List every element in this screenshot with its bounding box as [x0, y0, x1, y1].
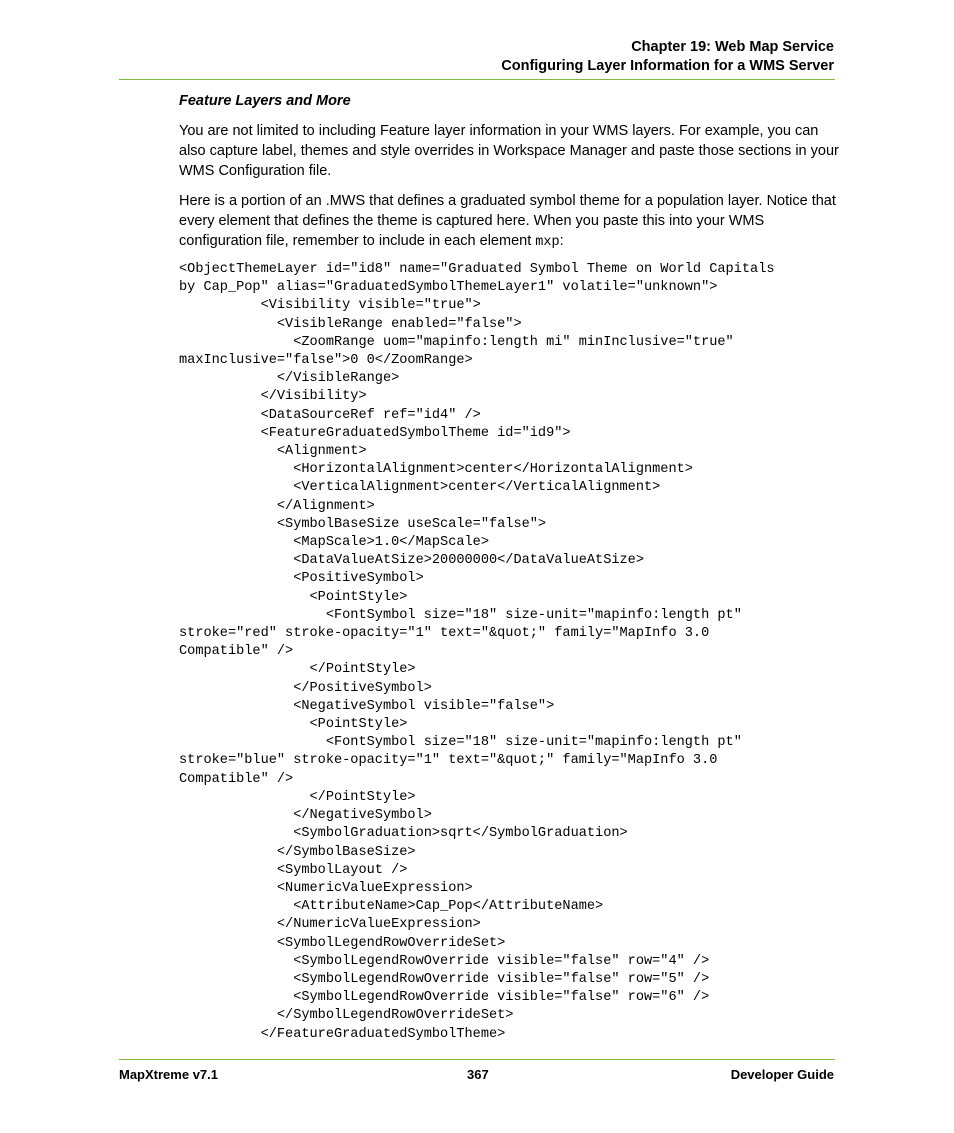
paragraph-mws-description: [179, 191, 839, 253]
footer-product: MapXtreme v7.1: [119, 1067, 218, 1082]
paragraph-intro: You are not limited to including Feature layer information in your WMS layers. For example, you can also capture label, themes and style overrides in Workspace Manager and paste those sections in your WMS Configuration file.: [179, 123, 839, 179]
xml-code-block: <ObjectThemeLayer id="id8" name="Graduated Symbol Theme on World Capitals by Cap_Pop" alias="GraduatedSymbolThemeLayer1" volatile="unknown"> <Visibility visible="true"> <VisibleRange enabled="false"> <ZoomRange uom="mapinfo:length mi" minInclusive="true" maxInclusive="false">0 0</ZoomRange> </VisibleRange> </Visibility> <DataSourceRef ref="id4" /> <FeatureGraduatedSymbolTheme id="id9"> <Alignment> <HorizontalAlignment>center</HorizontalAlignment> <VerticalAlignment>center</VerticalAlignment> </Alignment> <SymbolBaseSize useScale="false"> <MapScale>1.0</MapScale> <DataValueAtSize>20000000</DataValueAtSize> <PositiveSymbol> <PointStyle> <FontSymbol size="18" size-unit="mapinfo:length pt" stroke="red" stroke-opacity="1" text="&quot;" family="MapInfo 3.0 Compatible" /> </PointStyle> </PositiveSymbol> <NegativeSymbol visible="false"> <PointStyle> <FontSymbol size="18" size-unit="mapinfo:length pt" stroke="blue" stroke-opacity="1" text="&quot;" family="MapInfo 3.0 Compatible" /> </PointStyle> </NegativeSymbol> <SymbolGraduation>sqrt</SymbolGraduation> </SymbolBaseSize> <SymbolLayout /> <NumericValueExpression> <AttributeName>Cap_Pop</AttributeName> </NumericValueExpression> <SymbolLegendRowOverrideSet> <SymbolLegendRowOverride visible="false" row="4" /> <SymbolLegendRowOverride visible="false" row="5" /> <SymbolLegendRowOverride visible="false" row="6" /> </SymbolLegendRowOverrideSet> </FeatureGraduatedSymbolTheme>: [179, 262, 775, 1042]
header-divider: [119, 79, 835, 80]
footer-divider: [119, 1059, 835, 1060]
paragraph-text: Here is a portion of an .MWS that defines a graduated symbol theme for a population layer. Notice that every element that defines the theme is captured here. When you paste this into your WMS configuration file, remember to include in each element: [179, 193, 836, 249]
subsection-title: Feature Layers and More: [179, 93, 351, 109]
paragraph-colon: :: [559, 233, 564, 249]
chapter-title: Chapter 19: Web Map Service: [631, 39, 834, 55]
section-heading: Configuring Layer Information for a WMS Server: [501, 58, 834, 74]
footer-page-number: 367: [467, 1067, 489, 1082]
running-header: [501, 38, 834, 76]
inline-code-mxp: mxp: [535, 235, 560, 250]
footer-guide-title: Developer Guide: [730, 1067, 834, 1082]
